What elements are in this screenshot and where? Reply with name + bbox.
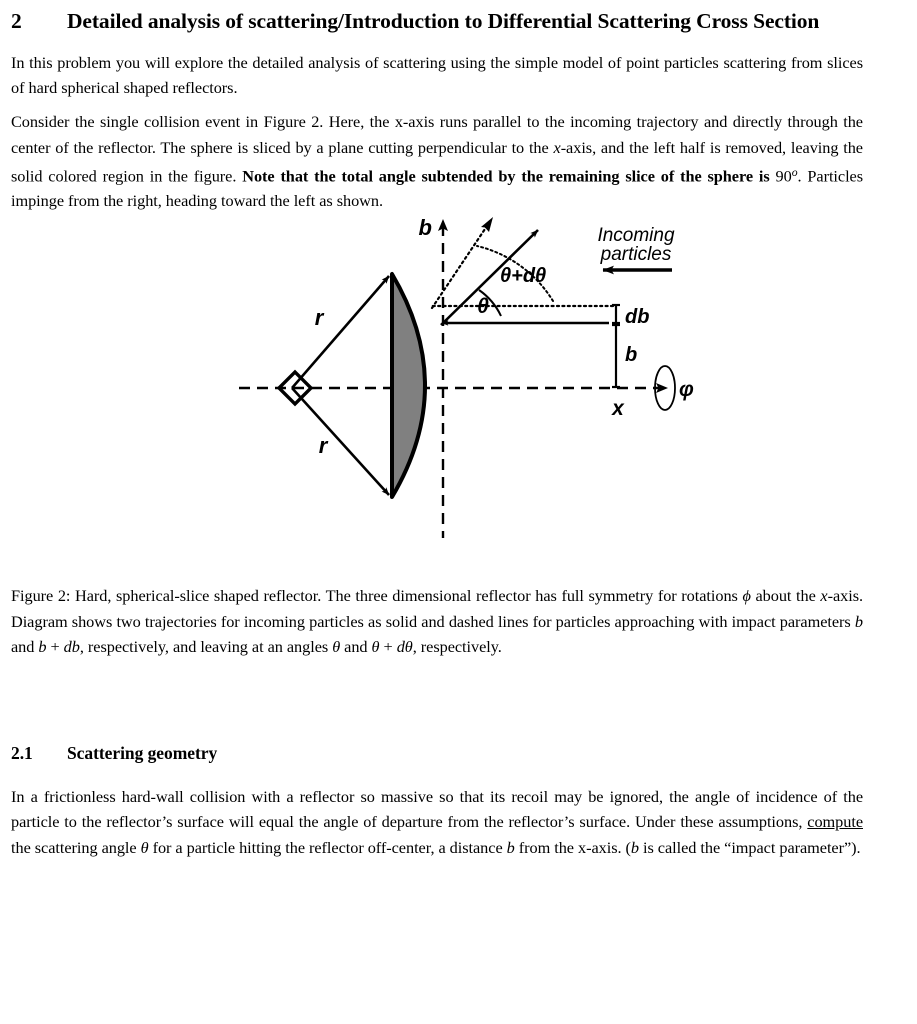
para2-part-c: . Particles impinge from the right, heading toward the left as shown. — [11, 166, 864, 211]
para3-part-e: is called the “impact parameter”). — [639, 837, 861, 857]
outgoing-dotted-arrowhead — [481, 217, 493, 232]
label-r-upper: r — [314, 305, 324, 331]
label-incoming-line2: particles — [600, 244, 672, 266]
paragraph-intro: In this problem you will explore the detailed analysis of scattering using the simple model of point particles scattering from slices of hard spherical shaped reflectors. — [11, 53, 863, 98]
label-theta-plus-dtheta: θ+dθ — [500, 265, 547, 288]
para3-part-c: for a particle hitting the reflector off-center, a distance — [148, 837, 507, 857]
label-phi: φ — [679, 378, 694, 402]
caption-part-b: about the — [750, 586, 821, 606]
caption-part-f: and — [340, 636, 372, 656]
para3-b: b — [506, 837, 515, 857]
subsection-heading — [11, 741, 863, 765]
caption-plus: + — [46, 636, 64, 656]
caption-plus2: + — [379, 636, 397, 656]
document-content — [11, 0, 863, 860]
label-b-impact: b — [625, 344, 638, 367]
scattering-diagram-svg — [11, 213, 917, 583]
label-x-axis: x — [612, 397, 624, 421]
para3-b2: b — [630, 837, 639, 857]
caption-part-e: , respectively, and leaving at an angles — [79, 636, 333, 656]
para2-part-b: -axis, and the left half is removed, leaving the solid colored region in the figure. — [11, 137, 863, 186]
caption-theta1: θ — [332, 636, 341, 656]
section-number: 2 — [11, 9, 22, 33]
para3-part-b: the scattering angle — [11, 837, 141, 857]
label-theta: θ — [477, 295, 489, 319]
radius-upper-line — [292, 276, 389, 388]
subsection-number: 2.1 — [11, 743, 33, 764]
para2-part-a: Consider the single collision event in Figure 2. Here, the x-axis runs parallel to the incoming trajectory and directly through the center of the reflector. The sphere is sliced by a plane cutting perpendicular to the — [11, 112, 863, 157]
caption-b1: b — [854, 611, 863, 631]
para2-x-italic: x — [553, 137, 561, 157]
para2-angle-value: 90 — [775, 166, 792, 186]
caption-db: db — [63, 636, 80, 656]
section-heading — [11, 0, 863, 36]
caption-theta2: θ — [371, 636, 380, 656]
para3-part-d: from the x-axis. ( — [514, 837, 631, 857]
paragraph-figure-description — [11, 109, 863, 213]
caption-part-g: , respectively. — [412, 636, 502, 656]
figure-caption — [11, 583, 863, 659]
caption-b2: b — [38, 636, 47, 656]
section-title: Detailed analysis of scattering/Introduction to Differential Scattering Cross Section — [67, 9, 820, 33]
caption-label: Figure 2: — [11, 586, 71, 606]
label-incoming-line1: Incoming — [597, 225, 675, 247]
paragraph-scattering-geometry — [11, 784, 863, 860]
para3-theta: θ — [140, 837, 149, 857]
label-r-lower: r — [318, 433, 328, 459]
caption-part-c: -axis. Diagram shows two trajectories for incoming particles as solid and dashed lines for particles approaching with impact parameters — [11, 586, 863, 631]
caption-x-italic: x — [820, 586, 828, 606]
label-db: db — [625, 306, 650, 329]
caption-part-d: and — [11, 636, 39, 656]
para2-degree-symbol: o — [791, 165, 798, 179]
subsection-title: Scattering geometry — [67, 743, 218, 764]
figure-2-diagram — [11, 213, 917, 583]
radius-lower-line — [292, 388, 389, 495]
spherical-slice-region — [392, 274, 425, 497]
para3-part-a: In a frictionless hard-wall collision with a reflector so massive so that its recoil may be ignored, the angle of incidence of the particle to the reflector’s surface will equal the angle of departure from the reflector’s surface. Under these assumptions, — [11, 787, 863, 832]
para3-underlined-compute: compute — [807, 812, 863, 832]
label-b-axis: b — [418, 215, 432, 241]
para2-bold-note: Note that the total angle subtended by the remaining slice of the sphere is — [242, 166, 776, 186]
caption-dtheta: dθ — [396, 636, 413, 656]
caption-part-a: Hard, spherical-slice shaped reflector. The three dimensional reflector has full symmetry for rotations — [70, 586, 743, 606]
caption-phi: ϕ — [742, 586, 751, 606]
